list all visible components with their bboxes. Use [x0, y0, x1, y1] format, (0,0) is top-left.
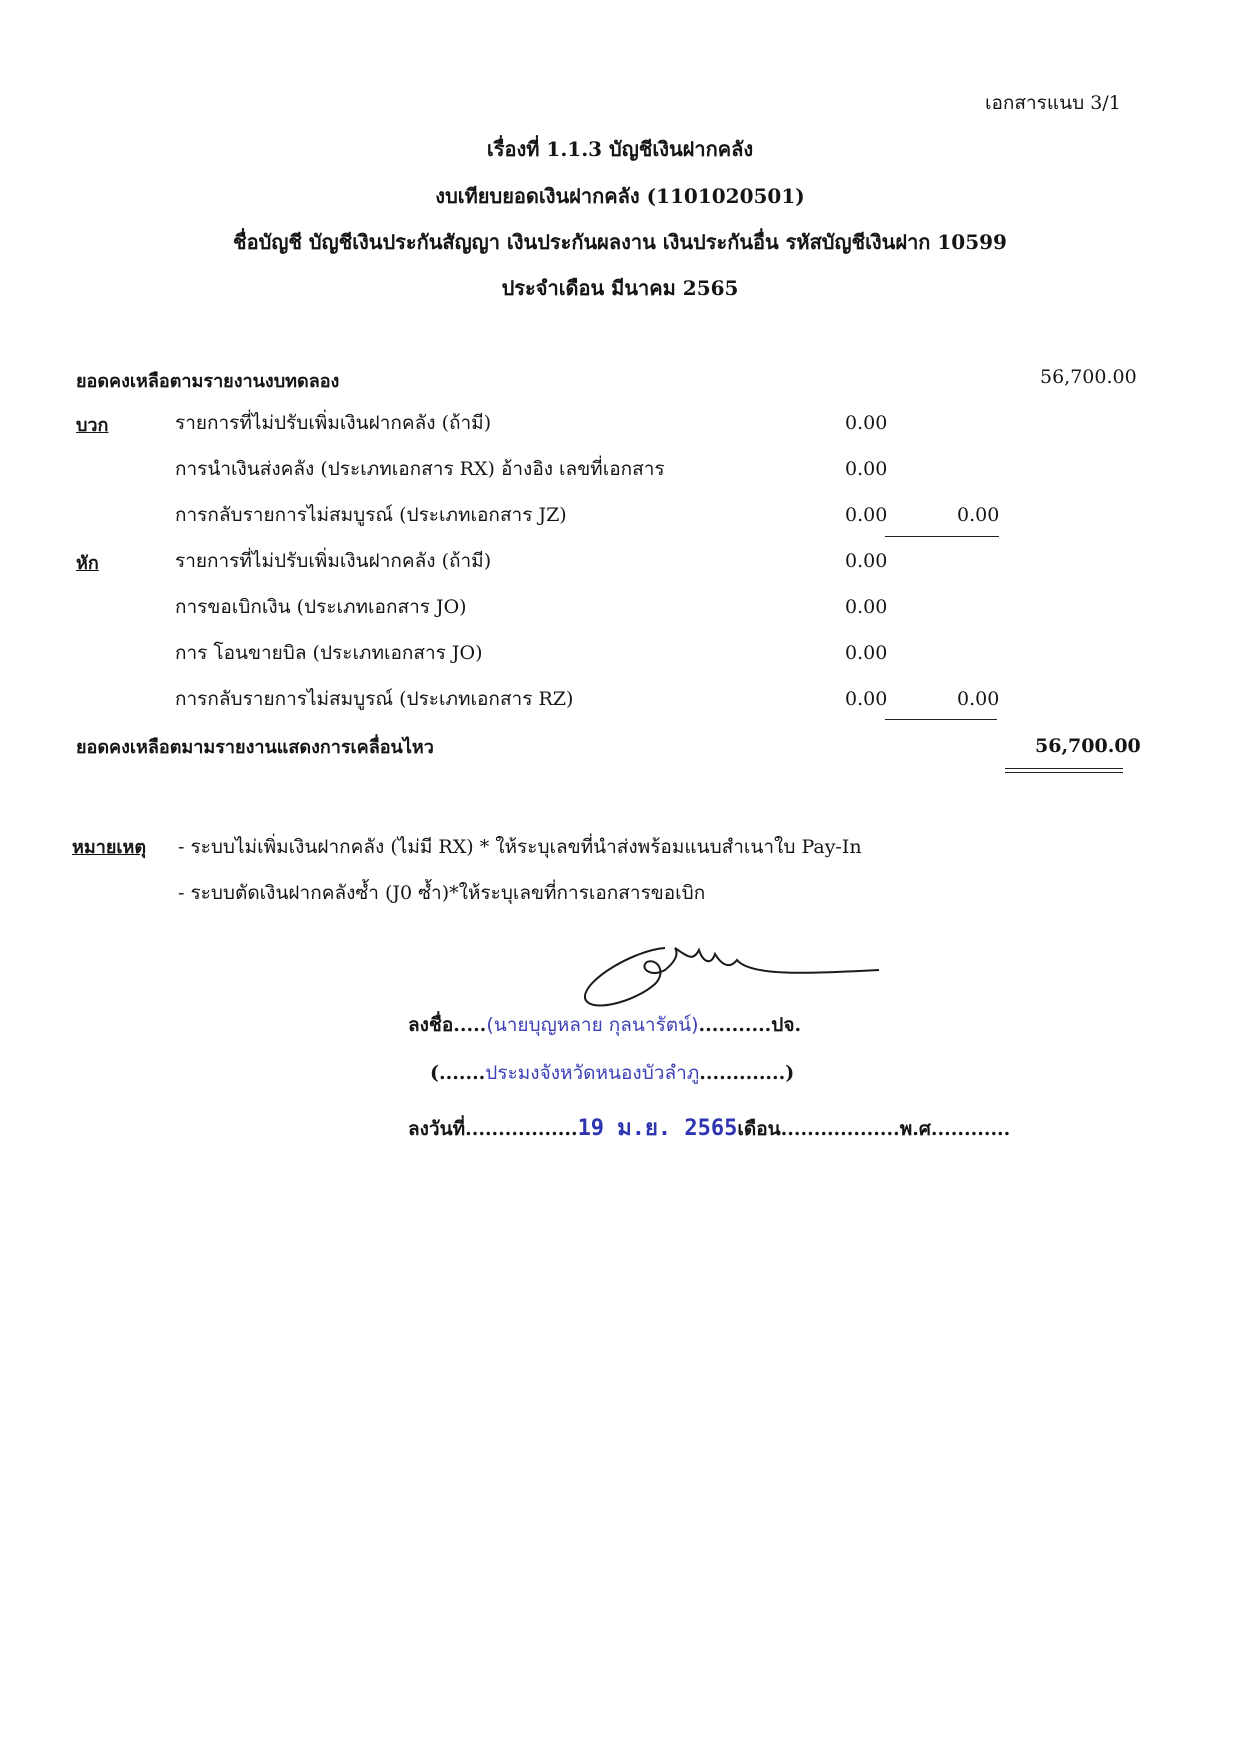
attachment-label: เอกสารแนบ 3/1: [985, 92, 1121, 114]
less-item-amount: 0.00: [845, 688, 888, 710]
closing-rule-bottom: [1005, 772, 1123, 773]
remarks-label: หมายเหตุ: [72, 837, 147, 858]
add-item-amount: 0.00: [845, 504, 888, 526]
opening-balance-label: ยอดคงเหลือตามรายงานงบทดลอง: [76, 371, 340, 392]
signer-name: (นายบุญหลาย กุลนารัตน์): [486, 1014, 699, 1036]
remark-line: - ระบบตัดเงินฝากคลังซ้ำ (J0 ซ้ำ)*ให้ระบุเลขที่การเอกสารขอเบิก: [178, 882, 706, 904]
closing-rule-top: [1005, 768, 1123, 769]
opening-balance-amount: 56,700.00: [1040, 366, 1137, 388]
remark-line: - ระบบไม่เพิ่มเงินฝากคลัง (ไม่มี RX) * ให้ระบุเลขที่นำส่งพร้อมแนบสำเนาใบ Pay-In: [178, 836, 862, 858]
signature-prefix: ลงชื่อ.....: [408, 1014, 487, 1036]
add-subtotal-rule: [885, 536, 999, 537]
position-line: [430, 1058, 794, 1088]
handwritten-signature: [575, 940, 885, 1020]
position-open: (.......: [430, 1062, 486, 1084]
less-item-text: การกลับรายการไม่สมบูรณ์ (ประเภทเอกสาร RZ): [175, 688, 574, 710]
add-section-label: บวก: [76, 415, 109, 436]
less-subtotal-rule: [885, 719, 997, 720]
position-close: .............): [699, 1062, 795, 1084]
signer-position: ประมงจังหวัดหนองบัวลำภู: [485, 1062, 700, 1084]
add-item-text: รายการที่ไม่ปรับเพิ่มเงินฝากคลัง (ถ้ามี): [175, 412, 492, 434]
report-title: งบเทียบยอดเงินฝากคลัง (1101020501): [435, 184, 805, 208]
less-item-text: การขอเบิกเงิน (ประเภทเอกสาร JO): [175, 596, 467, 618]
date-suffix: ..................พ.ศ............: [780, 1118, 1011, 1140]
less-subtotal: 0.00: [957, 688, 1000, 710]
less-item-amount: 0.00: [845, 550, 888, 572]
signature-line: [408, 1010, 801, 1040]
date-line: [408, 1110, 1010, 1145]
add-item-text: การนำเงินส่งคลัง (ประเภทเอกสาร RX) อ้างอิง เลขที่เอกสาร: [175, 458, 665, 480]
date-stamp: 19 ม.ย. 2565: [577, 1116, 738, 1141]
period-line: ประจำเดือน มีนาคม 2565: [501, 276, 739, 300]
account-line: ชื่อบัญชี บัญชีเงินประกันสัญญา เงินประกันผลงาน เงินประกันอื่น รหัสบัญชีเงินฝาก 10599: [233, 230, 1007, 254]
closing-balance-amount: 56,700.00: [1035, 735, 1141, 757]
less-section-label: หัก: [76, 553, 99, 574]
less-item-text: รายการที่ไม่ปรับเพิ่มเงินฝากคลัง (ถ้ามี): [175, 550, 492, 572]
add-item-text: การกลับรายการไม่สมบูรณ์ (ประเภทเอกสาร JZ): [175, 504, 567, 526]
add-item-amount: 0.00: [845, 458, 888, 480]
less-item-amount: 0.00: [845, 596, 888, 618]
less-item-amount: 0.00: [845, 642, 888, 664]
subject-heading: เรื่องที่ 1.1.3 บัญชีเงินฝากคลัง: [486, 137, 754, 161]
date-prefix: ลงวันที่.................: [408, 1118, 578, 1140]
signature-suffix: ...........ปจ.: [698, 1014, 802, 1036]
date-month-label: เดือน: [737, 1118, 781, 1140]
add-subtotal: 0.00: [957, 504, 1000, 526]
add-item-amount: 0.00: [845, 412, 888, 434]
closing-balance-label: ยอดคงเหลือตมามรายงานแสดงการเคลื่อนไหว: [76, 737, 434, 758]
less-item-text: การ โอนขายบิล (ประเภทเอกสาร JO): [175, 642, 483, 664]
